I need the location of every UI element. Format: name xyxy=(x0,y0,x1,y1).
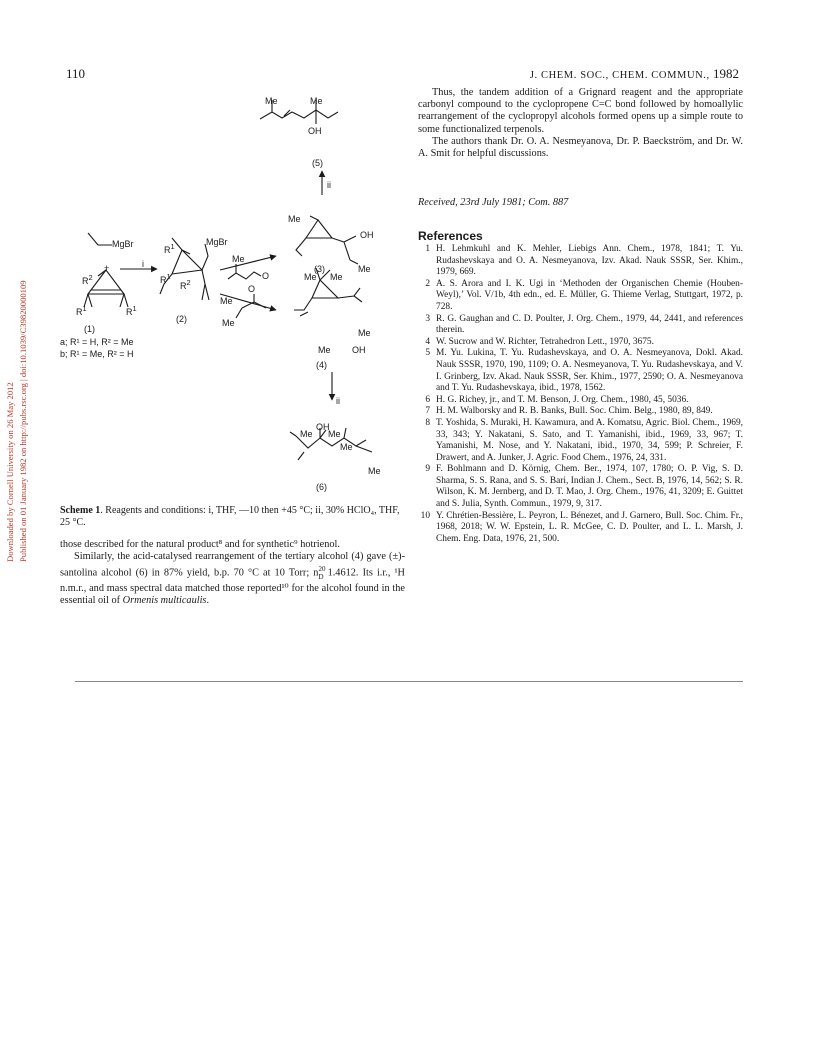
reference-text: R. G. Gaughan and C. D. Poulter, J. Org. Chem., 1979, 44, 2441, and references therein. xyxy=(436,313,743,336)
c3-me2-label: Me xyxy=(358,264,371,274)
reference-text: T. Yoshida, S. Muraki, H. Kawamura, and A. Komatsu, Agric. Biol. Chem., 1969, 33, 343; Y. Nakatani, S. Sato, and T. Yamanishi, ibid., 1969, 33, 967; T. Yamanishi, M. Nose, and Y. Nakatani, ibid., 1970, 34, 599; P. Schreier, F. Drawert, and A. Junker, J. Agric. Food Chem., 1976, 24, 331. xyxy=(436,417,743,463)
reference-text: F. Bohlmann and D. Körnig, Chem. Ber., 1974, 107, 1780; O. P. Vig, S. D. Sharma, S. S. Rana, and S. S. Bari, Indian J. Chem., Sect. B, 1976, 14, 562; S. R. Wilson, K. M. Jernberg, and D. T. Mao, J. Org. Chem., 1976, 41, 3209; E. Guittet and S. Julia, Synth. Commun., 1979, 9, 317. xyxy=(436,464,743,510)
r1-int-label xyxy=(164,242,175,255)
page-number: 110 xyxy=(66,66,86,81)
c6-me-label-1: Me xyxy=(300,429,313,439)
left-column-text xyxy=(60,539,405,607)
reference-text: Y. Chrétien-Bessière, L. Peyron, L. Bénezet, and J. Garnero, Bull. Soc. Chim. Fr., 1968, 2018; W. W. Epstein, L. R. McGee, C. D. Poulter, and L. L. Marsh, J. Chem. Eng. Data, 1976, 21, 500. xyxy=(436,510,743,544)
c6-me-label-4: Me xyxy=(368,466,381,476)
scheme-caption-label: Scheme 1 xyxy=(60,505,101,516)
download-note: Downloaded by Cornell University on 26 May 2012 xyxy=(5,382,15,562)
r1-int-letter: R xyxy=(164,245,171,255)
reference-number: 5 xyxy=(425,348,430,359)
download-watermark xyxy=(5,262,28,562)
enal-o-label: O xyxy=(262,271,270,281)
left-p2-d: D xyxy=(318,572,324,581)
c3-oh-label: OH xyxy=(360,230,374,240)
ketone-me2-label: Me xyxy=(222,318,235,328)
reference-number: 6 xyxy=(425,394,430,405)
left-p2-middle: 1.4612. Its i.r., ¹H n.m.r., and mass spectral data matched those reported¹⁰ for the alcohol found in the essential oil of xyxy=(60,567,405,607)
ketone-o-label: O xyxy=(248,284,256,294)
reference-item xyxy=(418,464,743,510)
journal-name: J. CHEM. SOC., CHEM. COMMUN., xyxy=(529,70,710,81)
compound-4-label: (4) xyxy=(316,360,327,370)
compound-3-label: (3) xyxy=(314,264,325,274)
acknowledgements: The authors thank Dr. O. A. Nesmeyanova, Dr. P. Baeckström, and Dr. W. A. Smit for helpful discussions. xyxy=(418,135,743,160)
reference-item xyxy=(418,511,743,546)
c6-me-label-3: Me xyxy=(340,442,353,452)
reference-number: 3 xyxy=(425,313,430,324)
enal-me-label: Me xyxy=(232,254,245,264)
reference-item xyxy=(418,348,743,394)
received-date: Received, 23rd July 1981; Com. 887 xyxy=(418,197,569,208)
reference-item xyxy=(418,406,743,418)
c4-me-label-4: Me xyxy=(318,345,331,355)
reference-item xyxy=(418,279,743,314)
r1-left-superscript: 1 xyxy=(82,304,87,313)
r2-label xyxy=(82,273,93,286)
compound-6-label: (6) xyxy=(316,482,327,492)
references-heading: References xyxy=(418,229,483,243)
reference-number: 2 xyxy=(425,278,430,289)
reference-item xyxy=(418,395,743,407)
vinyl-grignard xyxy=(88,233,112,245)
c5-oh-label: OH xyxy=(308,126,322,136)
reference-item xyxy=(418,314,743,337)
reference-text: H. M. Walborsky and R. B. Banks, Bull. Soc. Chim. Belg., 1980, 89, 849. xyxy=(436,406,713,417)
r2-int-superscript: 2 xyxy=(186,278,191,287)
c4-me-label-3: Me xyxy=(358,328,371,338)
reference-number: 7 xyxy=(425,406,430,417)
reagent-i-label: i xyxy=(142,259,144,269)
scheme-caption xyxy=(60,505,405,529)
c4-oh-label: OH xyxy=(352,345,366,355)
cyclopropene-1 xyxy=(88,270,124,294)
reference-text: H. G. Richey, jr., and T. M. Benson, J. Org. Chem., 1980, 45, 5036. xyxy=(436,394,689,405)
c5-me-label-2: Me xyxy=(310,96,323,106)
reference-item xyxy=(418,337,743,349)
variant-b-label: b; R¹ = Me, R² = H xyxy=(60,349,134,359)
reference-text: M. Yu. Lukina, T. Yu. Rudashevskaya, and O. A. Nesmeyanova, Dokl. Akad. Nauk SSSR, 1970, 190, 1109; O. A. Nesmeyanova, T. Yu. Rudashevskaya, and V. I. Grinberg, Izv. Akad. Nauk SSSR, Ser. Khim., 1977, 2590; O. A. Nesmeyanova and T. Yu. Rudashevskaya, ibid., 1978, 1562. xyxy=(436,348,743,394)
r2-int-letter: R xyxy=(180,281,187,291)
c3-me-label: Me xyxy=(288,214,301,224)
left-paragraph-1: those described for the natural product⁸ and for synthetic⁹ hotrienol. xyxy=(60,539,340,550)
r1-left-label xyxy=(76,304,87,317)
reference-text: A. S. Arora and I. K. Ugi in ‘Methoden der Organischen Chemie (Houben-Weyl),’ Vol. V/1b, 4th edn., ed. E. Müller, G. Thieme Verlag, Stuttgart, 1972, p. 728. xyxy=(436,278,743,312)
left-p2-end: . xyxy=(206,595,210,607)
reference-item xyxy=(418,418,743,464)
r1-int2-letter: R xyxy=(160,275,167,285)
doi-note: Published on 01 January 1982 on http://pubs.rsc.org | doi:10.1039/C39820000109 xyxy=(18,280,28,562)
r1-int2-superscript: 1 xyxy=(166,272,171,281)
plus-sign: + xyxy=(104,263,110,273)
r1-left-letter: R xyxy=(76,307,83,317)
reference-text: H. Lehmkuhl and K. Mehler, Liebigs Ann. Chem., 1978, 1841; T. Yu. Rudashevskaya and O. A. Nesmeyanova, Izv. Akad. Nauk SSSR, Ser. Khim., 1979, 669. xyxy=(436,244,743,278)
mgbr-int-label: MgBr xyxy=(206,237,228,247)
left-paragraph-2 xyxy=(60,551,405,607)
journal-year: 1982 xyxy=(713,66,739,81)
r1-int-superscript: 1 xyxy=(170,242,175,251)
reference-number: 10 xyxy=(420,510,430,521)
mgbr-label: MgBr xyxy=(112,239,134,249)
c4-me-label-2: Me xyxy=(330,272,343,282)
r1-right-superscript: 1 xyxy=(132,304,137,313)
r1-right-letter: R xyxy=(126,307,133,317)
r2-int-label xyxy=(180,278,191,291)
reagent-ii-top-label: ii xyxy=(327,180,331,190)
ketone-me-label: Me xyxy=(220,296,233,306)
c4-me-label-1: Me xyxy=(304,272,317,282)
reference-number: 1 xyxy=(425,244,430,254)
variant-a-label: a; R¹ = H, R² = Me xyxy=(60,337,134,347)
r2-superscript: 2 xyxy=(88,273,93,282)
arrow-to-3 xyxy=(220,256,276,270)
compound-1-label: (1) xyxy=(84,324,95,334)
r1-right-label xyxy=(126,304,137,317)
reference-number: 8 xyxy=(425,417,430,428)
reagent-ii-bottom-label: ii xyxy=(336,396,340,406)
reference-number: 9 xyxy=(425,464,430,475)
reaction-scheme xyxy=(60,88,405,508)
left-p2-start: Similarly, the acid-catalysed rearrangement of the tertiary alcohol (4) gave (±)-santolina alcohol (6) in 87% yield, b.p. 70 °C at 10 Torr; n xyxy=(60,551,405,579)
compound-3 xyxy=(296,216,358,264)
c6-me-label-2: Me xyxy=(328,429,341,439)
page-rule xyxy=(75,681,743,682)
reference-item xyxy=(418,244,743,279)
left-p2-temp: 20 xyxy=(318,565,326,574)
scheme-caption-text: . Reagents and conditions: i, THF, —10 then +45 °C; ii, 30% HClO₄, THF, 25 °C. xyxy=(60,505,400,528)
species-name: Ormenis multicaulis xyxy=(122,595,207,607)
right-column-text xyxy=(418,87,743,160)
reference-text: W. Sucrow and W. Richter, Tetrahedron Lett., 1970, 3675. xyxy=(436,336,654,347)
references-list xyxy=(418,244,743,545)
compound-2-label: (2) xyxy=(176,314,187,324)
c6-oh-label: OH xyxy=(316,422,330,432)
c5-me-label-1: Me xyxy=(265,96,278,106)
r2-letter: R xyxy=(82,276,89,286)
right-paragraph-1: Thus, the tandem addition of a Grignard reagent and the appropriate carbonyl compound to the cyclopropene C=C bond followed by homoallylic rearrangement of the cyclopropyl alcohols formed opens up a simple route to some functionalized terpenols. xyxy=(418,87,743,135)
compound-5-label: (5) xyxy=(312,158,323,168)
reference-number: 4 xyxy=(425,336,430,347)
journal-header xyxy=(530,66,739,82)
r1-int2-label xyxy=(160,272,171,285)
